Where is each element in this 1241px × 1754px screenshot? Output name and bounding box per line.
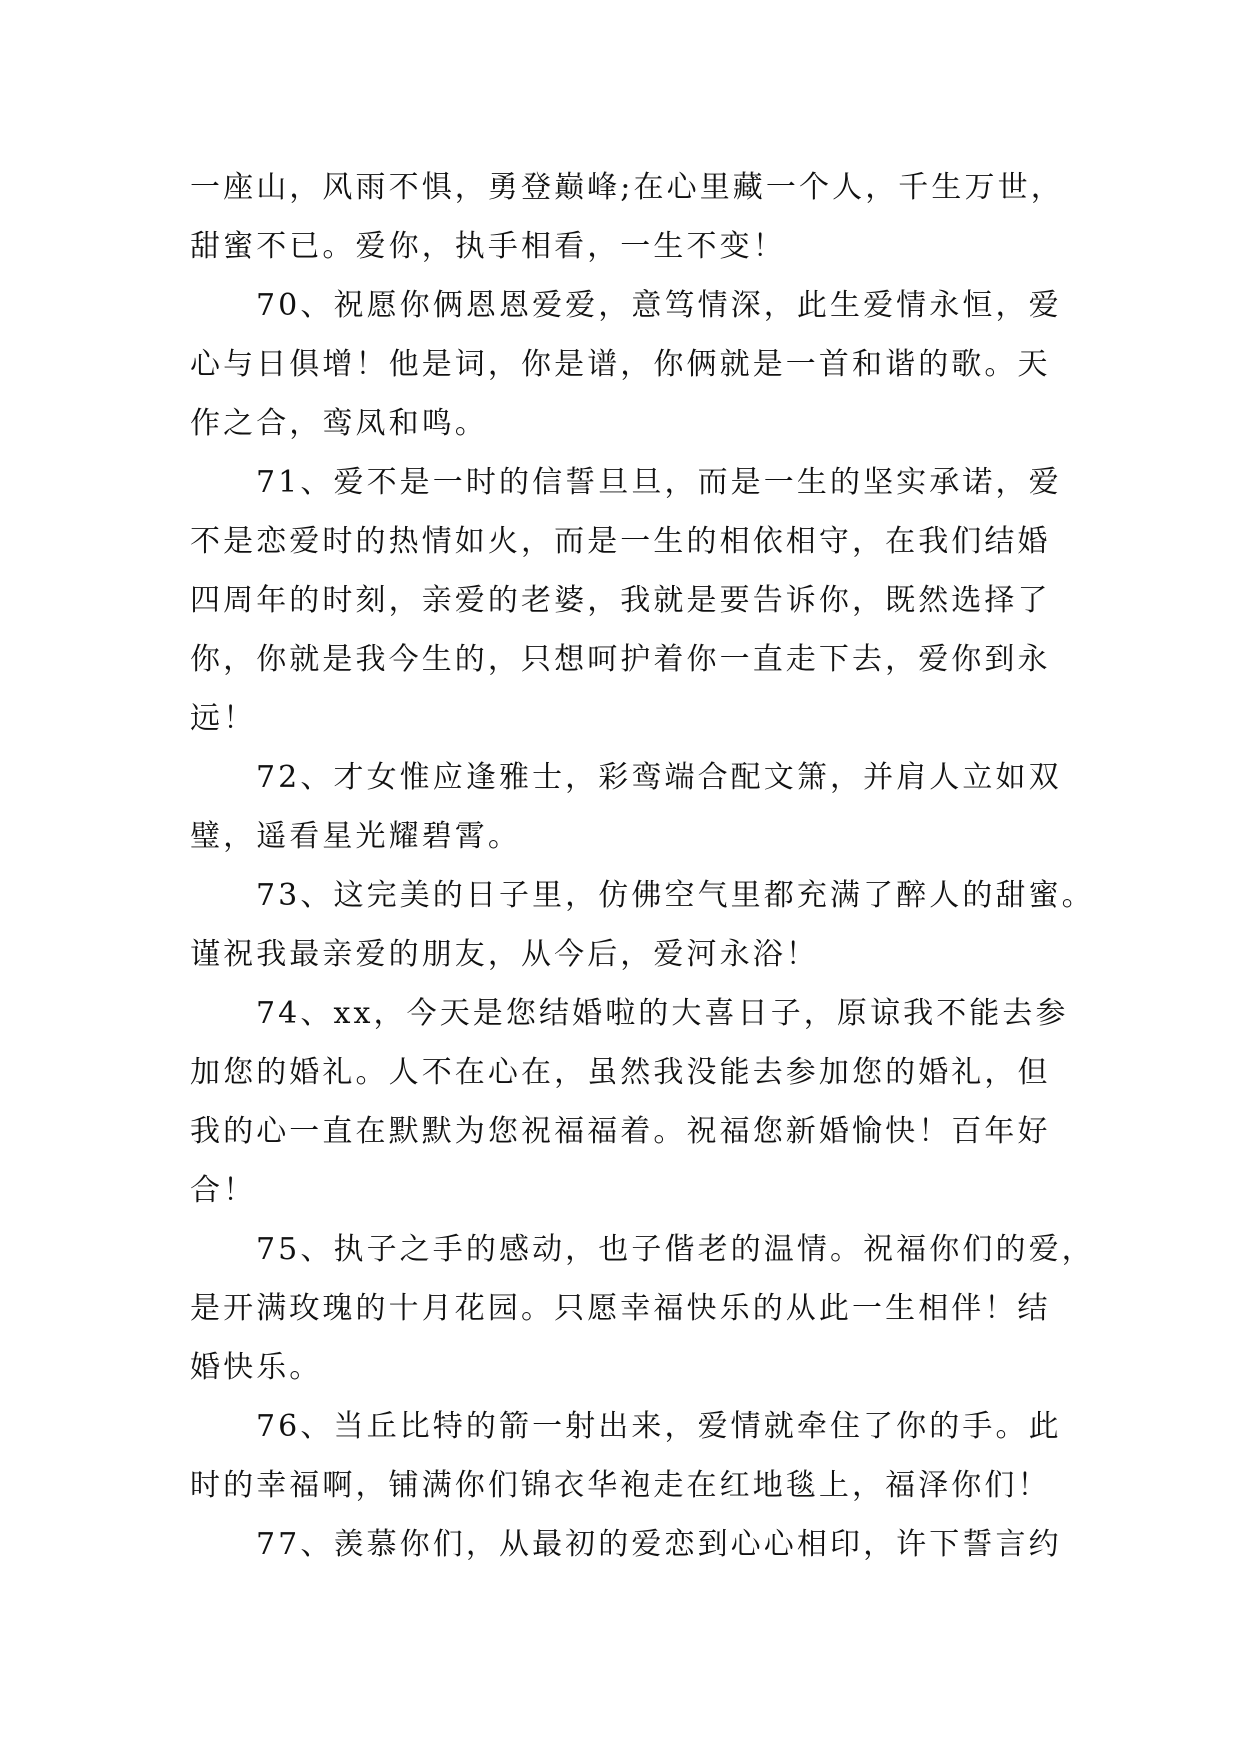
text-line: 我的心一直在默默为您祝福福着。祝福您新婚愉快！百年好 (190, 1114, 1051, 1149)
text-line: 加您的婚礼。人不在心在，虽然我没能去参加您的婚礼，但 (190, 1055, 1051, 1090)
text-line: 72、才女惟应逢雅士，彩鸾端合配文箫，并肩人立如双 (256, 760, 1062, 795)
text-line: 合！ (190, 1173, 257, 1208)
text-line: 73、这完美的日子里，仿佛空气里都充满了醉人的甜蜜。 (256, 878, 1095, 913)
text-line: 婚快乐。 (190, 1350, 323, 1385)
paragraph-71 (190, 453, 1090, 748)
paragraph-77 (190, 1515, 1090, 1574)
text-line: 时的幸福啊，铺满你们锦衣华袍走在红地毯上，福泽你们！ (190, 1468, 1051, 1503)
text-line: 74、xx，今天是您结婚啦的大喜日子，原谅我不能去参 (256, 996, 1069, 1031)
text-line: 远！ (190, 701, 257, 736)
text-line: 璧，遥看星光耀碧霄。 (190, 819, 521, 854)
text-line: 甜蜜不已。爱你，执手相看，一生不变！ (190, 229, 786, 264)
text-line: 作之合，鸾凤和鸣。 (190, 406, 488, 441)
paragraph-74 (190, 984, 1090, 1220)
text-line: 71、爱不是一时的信誓旦旦，而是一生的坚实承诺，爱 (256, 465, 1062, 500)
paragraph-70 (190, 276, 1090, 453)
paragraph-continuation (190, 158, 1090, 276)
text-line: 77、羡慕你们，从最初的爱恋到心心相印，许下誓言约 (256, 1527, 1062, 1562)
paragraph-73 (190, 866, 1095, 984)
paragraph-75 (190, 1220, 1095, 1397)
text-line: 75、执子之手的感动，也子偕老的温情。祝福你们的爱， (256, 1232, 1095, 1267)
text-line: 76、当丘比特的箭一射出来，爱情就牵住了你的手。此 (256, 1409, 1062, 1444)
text-line: 一座山，风雨不惧，勇登巅峰;在心里藏一个人，千生万世， (190, 170, 1064, 205)
document-body (190, 158, 1095, 1574)
text-line: 不是恋爱时的热情如火，而是一生的相依相守，在我们结婚 (190, 524, 1051, 559)
text-line: 你，你就是我今生的，只想呵护着你一直走下去，爱你到永 (190, 642, 1051, 677)
text-line: 70、祝愿你俩恩恩爱爱，意笃情深，此生爱情永恒，爱 (256, 288, 1062, 323)
paragraph-76 (190, 1397, 1090, 1515)
text-line: 是开满玫瑰的十月花园。只愿幸福快乐的从此一生相伴！结 (190, 1291, 1051, 1326)
text-line: 四周年的时刻，亲爱的老婆，我就是要告诉你，既然选择了 (190, 583, 1051, 618)
text-line: 谨祝我最亲爱的朋友，从今后，爱河永浴！ (190, 937, 819, 972)
text-line: 心与日俱增！他是词，你是谱，你俩就是一首和谐的歌。天 (190, 347, 1051, 382)
paragraph-72 (190, 748, 1090, 866)
